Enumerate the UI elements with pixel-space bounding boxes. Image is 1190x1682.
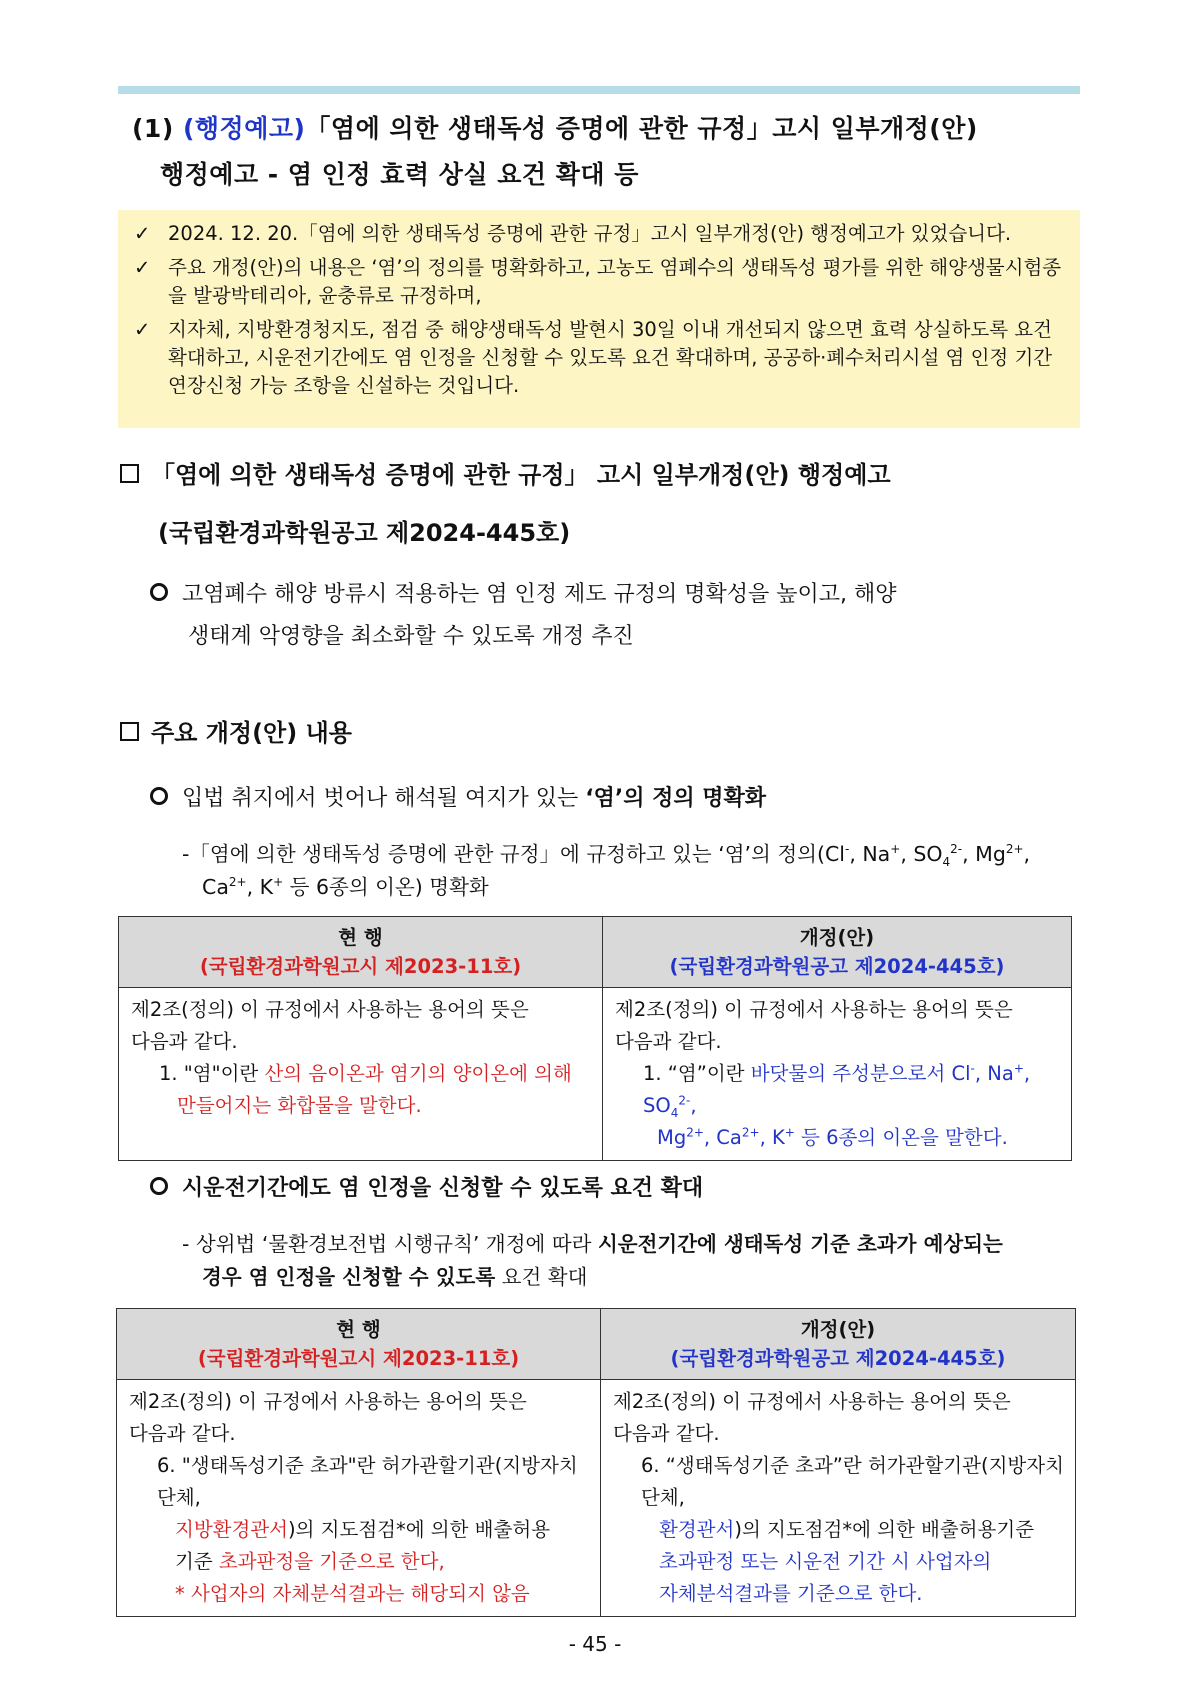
comparison-table-2 [116, 1308, 1076, 1617]
cell-item-blue: 초과판정 또는 시운전 기간 시 사업자의 [659, 1550, 992, 1573]
summary-text: 2024. 12. 20.「염에 의한 생태독성 증명에 관한 규정」고시 일부개정(안) 행정예고가 있었습니다. [168, 222, 1012, 245]
cell-item-blue: 바닷물의 주성분으로서 Cl-, Na+, $SO_4^{2-}$, [643, 1061, 1031, 1120]
point1-dash-prefix: -「염에 의한 생태독성 증명에 관한 규정」에 규정하고 있는 ‘염’의 정의(Cl [182, 842, 845, 866]
summary-text: 지자체, 지방환경청지도, 점검 중 해양생태독성 발현시 30일 이내 개선되지 않으면 효력 상실하도록 요건 확대하고, 시운전기간에도 염 인정을 신청할 수 있도록 요건 확대하며, 공공하·폐수처리시설 염 인정 기간 연장신청 가능 조항을 신설하는 것입니다. [168, 318, 1053, 397]
cell-item-line2 [129, 1514, 590, 1546]
section1-point [150, 576, 897, 614]
header-revised-label: 개정(안) [800, 1318, 876, 1341]
table-cell-revised [603, 988, 1072, 1161]
point2-dash-bold: 경우 염 인정을 신청할 수 있도록 [202, 1265, 496, 1289]
cell-text: 제2조(정의) 이 규정에서 사용하는 용어의 뜻은 [613, 1390, 1011, 1413]
section1-point-line2: 생태계 악영향을 최소화할 수 있도록 개정 추진 [188, 624, 634, 649]
section2-heading [120, 708, 352, 758]
cell-item-red: 산의 음이온과 염기의 양이온에 의해 [264, 1062, 572, 1085]
table-cell-current [119, 988, 603, 1161]
table-header-current [117, 1309, 601, 1380]
header-current-label: 현 행 [338, 926, 383, 949]
cell-item-blue-end: 등 6종의 이온을 말한다. [801, 1126, 1008, 1149]
table-header-revised [601, 1309, 1076, 1380]
point2-heading-text: 시운전기간에도 염 인정을 신청할 수 있도록 요건 확대 [182, 1176, 704, 1201]
section1-heading [120, 450, 891, 500]
cell-text: 제2조(정의) 이 규정에서 사용하는 용어의 뜻은 [615, 998, 1013, 1021]
point1-text: 입법 취지에서 벗어나 해석될 여지가 있는 [182, 786, 586, 811]
table-row [117, 1380, 1076, 1617]
checkmark-icon: ✓ [134, 222, 151, 245]
title-band [118, 86, 1080, 218]
cell-item-blue: 자체분석결과를 기준으로 한다. [659, 1582, 923, 1605]
summary-item [132, 220, 1070, 248]
cell-item-blue-text: 바닷물의 주성분으로서 Cl [750, 1062, 971, 1085]
cell-item-blue: $Mg^{2+}$, $Ca^{2+}$, K+ 등 6종의 이온을 말한다. [657, 1125, 1008, 1149]
comparison-table-1 [118, 916, 1072, 1161]
header-revised-label: 개정(안) [799, 926, 875, 949]
cell-text: 다음과 같다. [131, 1030, 238, 1053]
point2-heading [150, 1170, 703, 1208]
cell-item-line2 [613, 1514, 1065, 1546]
title-top-rule [118, 86, 1080, 94]
point2-dash-suffix: 요건 확대 [495, 1265, 588, 1289]
circle-bullet-icon [150, 583, 168, 601]
cell-item: 6. "생태독성기준 초과"란 허가관할기관(지방자치단체, [157, 1454, 578, 1509]
table-row [119, 988, 1072, 1161]
summary-text: 주요 개정(안)의 내용은 ‘염’의 정의를 명확화하고, 고농도 염폐수의 생태독성 평가를 위한 해양생물시험종을 발광박테리아, 윤충류로 규정하며, [168, 256, 1062, 307]
circle-bullet-icon [150, 1177, 168, 1195]
cell-item-note: * 사업자의 자체분석결과는 해당되지 않음 [175, 1582, 530, 1605]
checkbox-square-icon [120, 722, 139, 741]
point2-dash-line1 [182, 1228, 1003, 1261]
point1-dash-line2-text: 6종의 이온) 명확화 [315, 875, 489, 899]
table-cell-current [117, 1380, 601, 1617]
cell-text: 다음과 같다. [615, 1030, 722, 1053]
cell-text: 제2조(정의) 이 규정에서 사용하는 용어의 뜻은 [129, 1390, 527, 1413]
point1-dash-line1: -「염에 의한 생태독성 증명에 관한 규정」에 규정하고 있는 ‘염’의 정의(Cl-, Na+, $SO_4^{2-}$, $Mg^{2+}$, [182, 842, 1031, 870]
title-line2: 행정예고 - 염 인정 효력 상실 요건 확대 등 [160, 160, 639, 189]
summary-item [132, 316, 1070, 400]
section2-heading-text: 주요 개정(안) 내용 [151, 719, 352, 747]
cell-item-red: 지방환경관서 [175, 1518, 289, 1541]
table-header-row [119, 917, 1072, 988]
cell-item: 6. “생태독성기준 초과”란 허가관할기관(지방자치단체, [641, 1454, 1064, 1509]
table-header-revised [603, 917, 1072, 988]
cell-item-line3 [129, 1546, 590, 1578]
point2-dash-bold: 시운전기간에 생태독성 기준 초과가 예상되는 [597, 1232, 1003, 1256]
point1-heading [150, 780, 766, 818]
header-current-label: 현 행 [336, 1318, 381, 1341]
cell-item [131, 1058, 592, 1090]
header-current-sub: (국립환경과학원고시 제2023-11호) [199, 955, 522, 978]
cell-item [615, 1058, 1061, 1122]
checkmark-icon: ✓ [134, 318, 151, 341]
cell-text: 다음과 같다. [129, 1422, 236, 1445]
page-title [118, 94, 1080, 210]
header-revised-sub: (국립환경과학원공고 제2024-445호) [669, 955, 1005, 978]
section1-point-line1: 고염폐수 해양 방류시 적용하는 염 인정 제도 규정의 명확성을 높이고, 해양 [182, 582, 897, 607]
summary-item [132, 254, 1070, 310]
header-revised-sub: (국립환경과학원공고 제2024-445호) [670, 1347, 1006, 1370]
section1-heading-line2: (국립환경과학원공고 제2024-445호) [158, 519, 571, 547]
cell-item-prefix: 1. "염"이란 [159, 1062, 265, 1085]
table-header-row [117, 1309, 1076, 1380]
checkbox-square-icon [120, 464, 139, 483]
cell-text: 다음과 같다. [613, 1422, 720, 1445]
table-cell-revised [601, 1380, 1076, 1617]
page-number: - 45 - [568, 1632, 622, 1656]
circle-bullet-icon [150, 787, 168, 805]
cell-item-blue: 환경관서 [659, 1518, 735, 1541]
point1-bold: ‘염’의 정의 명확화 [585, 786, 767, 811]
title-tag: (행정예고) [182, 114, 306, 143]
section1-heading-line1: 「염에 의한 생태독성 증명에 관한 규정」 고시 일부개정(안) 행정예고 [151, 461, 891, 489]
title-line1 [132, 106, 1080, 152]
header-current-sub: (국립환경과학원고시 제2023-11호) [197, 1347, 520, 1370]
point2-dash-line2 [202, 1261, 587, 1294]
cell-item-prefix: 기준 [175, 1550, 219, 1573]
point2-dash-prefix: - 상위법 ‘물환경보전법 시행규칙’ 개정에 따라 [182, 1232, 598, 1256]
cell-item-prefix: 1. “염”이란 [643, 1062, 751, 1085]
checkmark-icon: ✓ [134, 256, 151, 279]
table-header-current [119, 917, 603, 988]
summary-box [118, 210, 1080, 428]
cell-item-red: 초과판정을 기준으로 한다, [218, 1550, 445, 1573]
title-line1-text: 「염에 의한 생태독성 증명에 관한 규정」고시 일부개정(안) [305, 114, 978, 143]
cell-item-rest: )의 지도점검*에 의한 배출허용기준 [734, 1518, 1035, 1541]
cell-item-rest: )의 지도점검*에 의한 배출허용 [288, 1518, 551, 1541]
cell-item-red: 만들어지는 화합물을 말한다. [177, 1094, 422, 1117]
point1-dash-line2: $Ca^{2+}$, K+ 등 6종의 이온) 명확화 [202, 875, 489, 899]
cell-text: 제2조(정의) 이 규정에서 사용하는 용어의 뜻은 [131, 998, 529, 1021]
title-number: (1) [132, 114, 174, 143]
